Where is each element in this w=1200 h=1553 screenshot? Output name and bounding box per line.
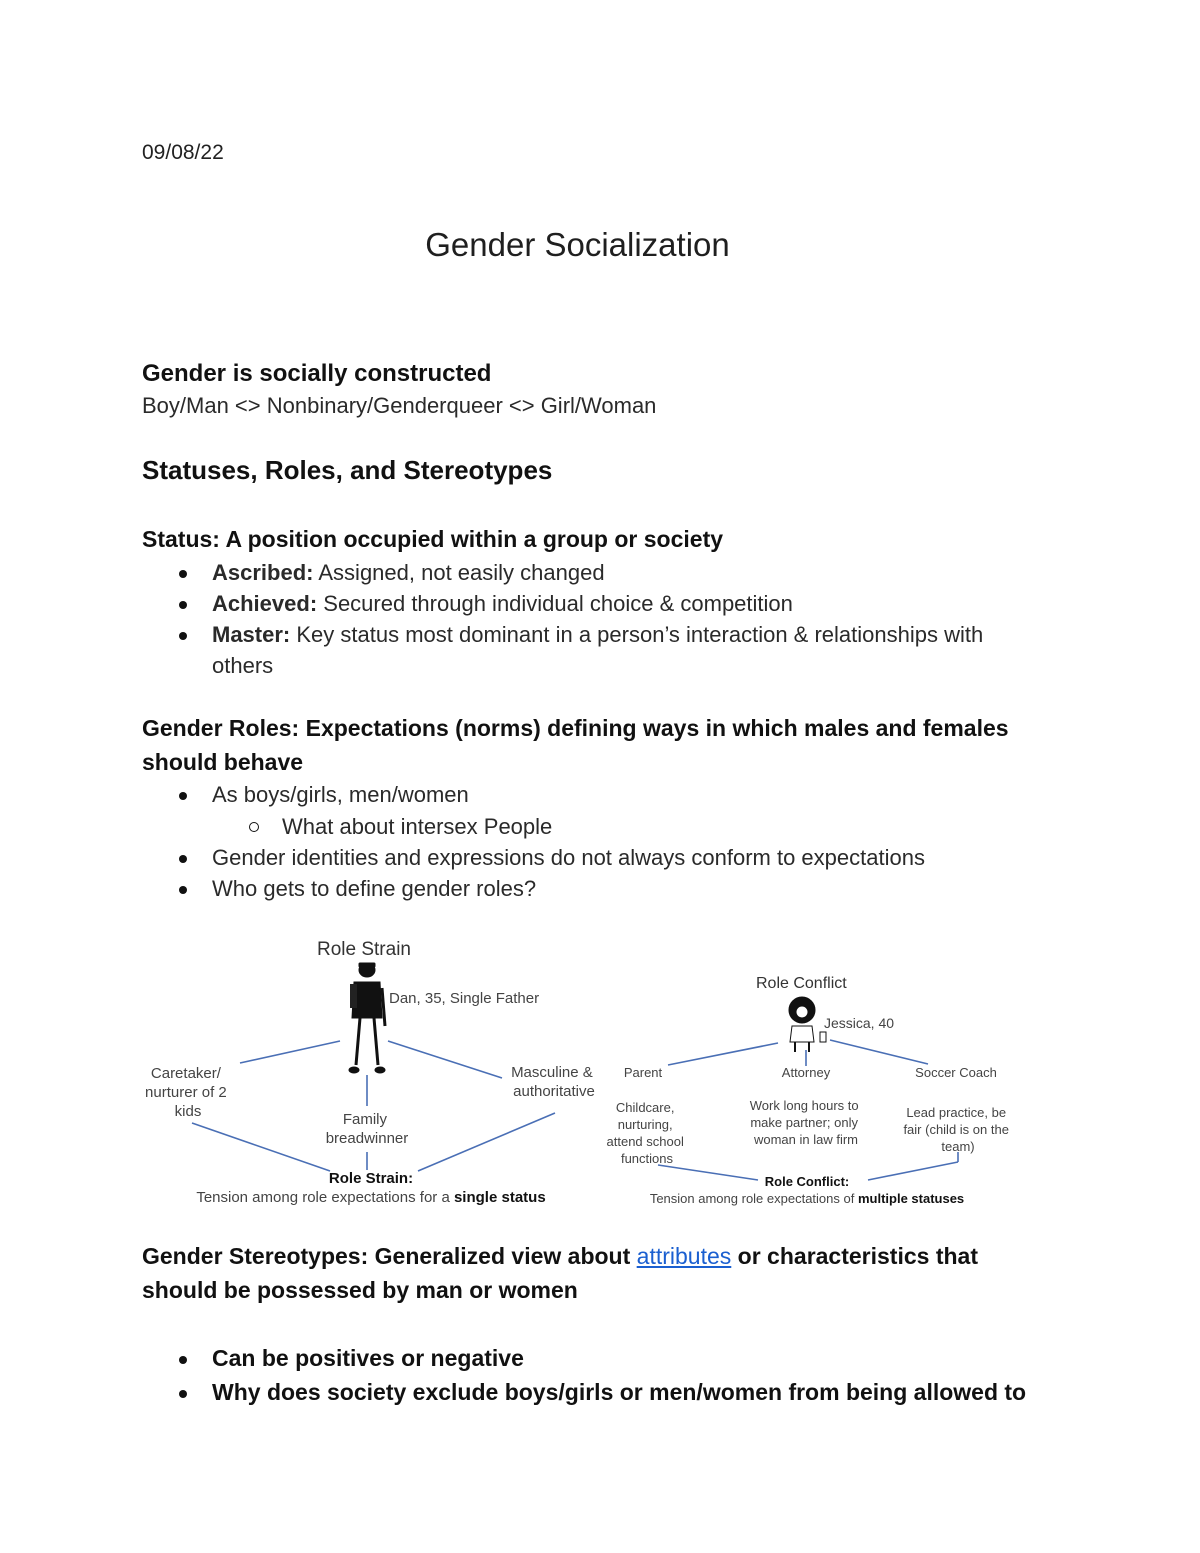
conflict-role-attorney: Attorney xyxy=(781,1065,831,1080)
status-text-a: A position xyxy=(219,526,344,552)
list-item-ascribed xyxy=(212,560,605,586)
conflict-bottom-bold: multiple statuses xyxy=(857,1191,965,1206)
woman-figure-icon xyxy=(789,997,826,1052)
parent-line-1: Childcare, xyxy=(615,1100,675,1115)
strain-connector-lines xyxy=(192,1041,555,1171)
strain-bottom-text xyxy=(196,1189,545,1206)
desc-achieved: Secured through individual choice & competition xyxy=(317,591,793,616)
list-item-roles-2: Gender identities and expressions do not always conform to expectations xyxy=(212,845,925,870)
list-item-roles-1: As boys/girls, men/women xyxy=(212,782,469,807)
bullet-dot xyxy=(179,601,187,609)
gender-roles-text-cont: should behave xyxy=(142,749,304,775)
role-diagram xyxy=(130,930,1050,1220)
coach-line-3: team) xyxy=(941,1139,975,1154)
attorney-details xyxy=(750,1098,863,1147)
parent-line-2: nurturing, xyxy=(617,1117,673,1132)
document-date: 09/08/22 xyxy=(142,141,224,164)
gender-spectrum-text: Boy/Man <> Nonbinary/Genderqueer <> Girl/Woman xyxy=(142,393,657,418)
conflict-bottom-plain: Tension among role expectations of xyxy=(649,1191,858,1206)
strain-role-masculine xyxy=(511,1064,597,1100)
list-item-roles-3: Who gets to define gender roles? xyxy=(212,876,537,901)
breadwinner-line-2: breadwinner xyxy=(325,1130,409,1147)
bullet-dot xyxy=(179,1390,187,1398)
status-text-bold: occupied xyxy=(343,526,445,552)
attorney-line-1: Work long hours to xyxy=(749,1098,859,1113)
status-definition xyxy=(142,526,723,553)
conflict-role-coach: Soccer Coach xyxy=(915,1065,997,1080)
gender-roles-label: Gender Roles: xyxy=(142,715,300,741)
stereotypes-text-a: Generalized view about xyxy=(368,1243,637,1269)
term-achieved: Achieved: xyxy=(212,591,318,616)
strain-person: Dan, 35, Single Father xyxy=(389,990,540,1007)
parent-details xyxy=(607,1100,688,1166)
list-item-stereotypes-2: Why does society exclude boys/girls or men/women from being allowed to xyxy=(212,1379,1027,1405)
strain-title: Role Strain xyxy=(317,939,411,960)
stereotypes-text-cont: should be possessed by man or women xyxy=(142,1277,578,1303)
stereotypes-label: Gender Stereotypes: xyxy=(142,1243,369,1269)
strain-bottom-bold: single status xyxy=(453,1189,546,1206)
page-title: Gender Socialization xyxy=(425,226,730,263)
term-ascribed: Ascribed: xyxy=(212,560,314,585)
man-figure-icon xyxy=(349,963,385,1073)
heading-statuses-roles: Statuses, Roles, and Stereotypes xyxy=(142,455,553,485)
breadwinner-line-1: Family xyxy=(342,1111,387,1128)
desc-ascribed: Assigned, not easily changed xyxy=(313,560,605,585)
conflict-bottom-text xyxy=(650,1191,964,1206)
conflict-bottom-label: Role Conflict: xyxy=(764,1174,850,1189)
conflict-role-parent: Parent xyxy=(623,1065,663,1080)
strain-bottom-plain: Tension among role expectations for a xyxy=(196,1189,454,1206)
status-label: Status: xyxy=(142,526,220,552)
bullet-dot xyxy=(179,632,187,640)
status-text-b: within a group or society xyxy=(444,526,724,552)
gender-roles-definition xyxy=(142,715,1009,742)
coach-line-1: Lead practice, be xyxy=(906,1105,1007,1120)
bullet-dot xyxy=(179,570,187,578)
desc-master: Key status most dominant in a person’s interaction & relationships with xyxy=(290,622,984,647)
list-item-master-continued: others xyxy=(212,653,274,678)
bullet-dot xyxy=(179,792,187,800)
caretaker-line-3: kids xyxy=(174,1103,202,1120)
caretaker-line-1: Caretaker/ xyxy=(150,1065,221,1082)
attributes-link[interactable]: attributes xyxy=(636,1243,732,1269)
attorney-line-2: make partner; only xyxy=(750,1115,859,1130)
bullet-dot xyxy=(179,886,187,894)
list-item-stereotypes-1: Can be positives or negative xyxy=(212,1345,524,1371)
caretaker-line-2: nurturer of 2 xyxy=(145,1084,227,1101)
parent-line-3: attend school xyxy=(606,1134,684,1149)
stereotypes-definition xyxy=(142,1243,978,1270)
masculine-line-1: Masculine & xyxy=(511,1064,593,1081)
bullet-dot xyxy=(179,855,187,863)
conflict-person: Jessica, 40 xyxy=(824,1015,895,1031)
list-item-achieved xyxy=(212,591,793,617)
stereotypes-text-b: or characteristics that xyxy=(731,1243,978,1269)
bullet-dot xyxy=(179,1356,187,1364)
heading-socially-constructed: Gender is socially constructed xyxy=(142,360,492,387)
term-master: Master: xyxy=(212,622,291,647)
coach-line-2: fair (child is on the xyxy=(903,1122,1009,1137)
sub-list-item-intersex: What about intersex People xyxy=(282,814,553,839)
attorney-line-3: woman in law firm xyxy=(753,1132,859,1147)
conflict-title: Role Conflict xyxy=(756,975,847,992)
sub-bullet-circle xyxy=(249,822,259,832)
strain-bottom-label: Role Strain: xyxy=(328,1170,414,1187)
masculine-line-2: authoritative xyxy=(513,1083,595,1100)
coach-details xyxy=(903,1105,1012,1154)
gender-roles-text: Expectations (norms) defining ways in which males and females xyxy=(299,715,1009,741)
strain-role-caretaker xyxy=(145,1065,231,1120)
parent-line-4: functions xyxy=(620,1151,674,1166)
strain-role-breadwinner xyxy=(326,1111,409,1147)
list-item-master xyxy=(212,622,983,648)
